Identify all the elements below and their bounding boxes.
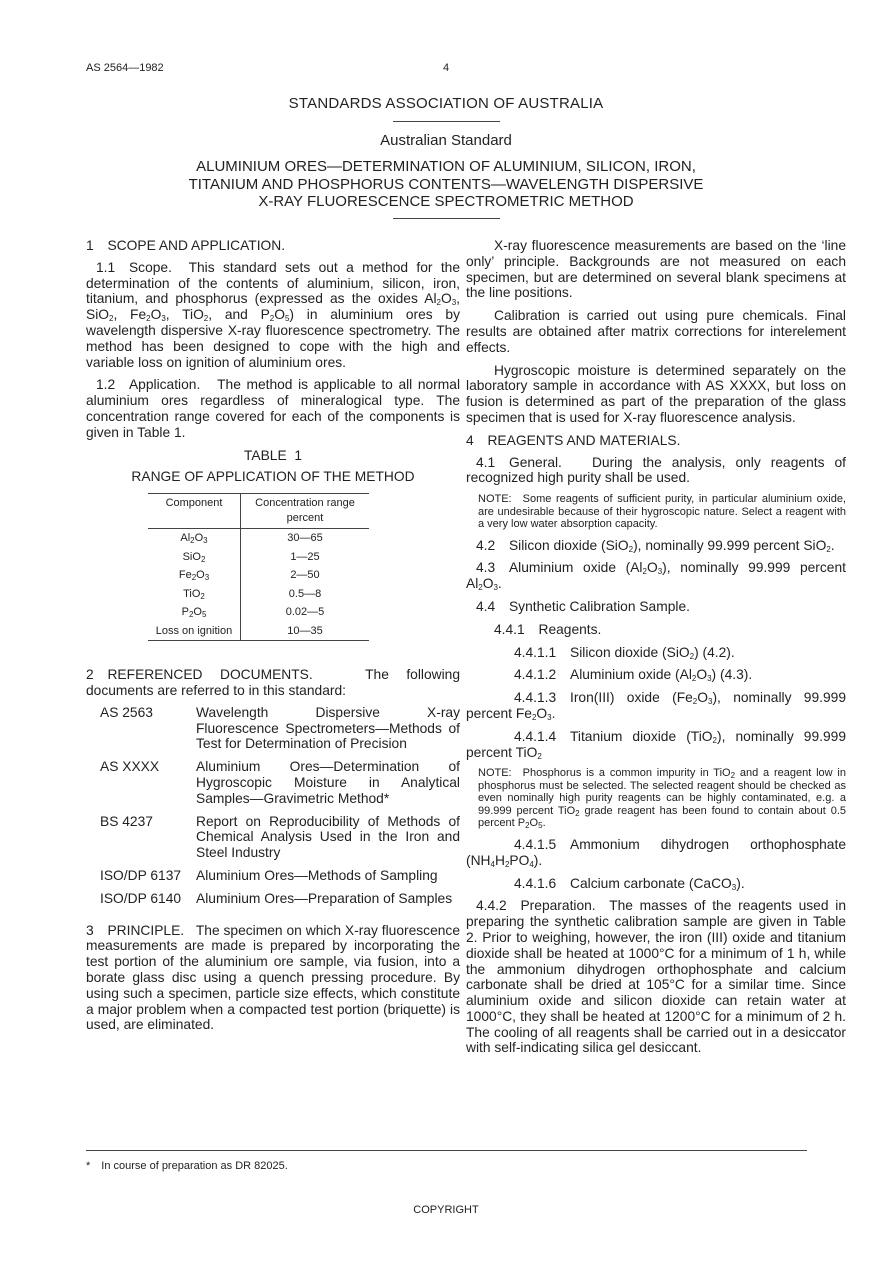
title-line: TITANIUM AND PHOSPHORUS CONTENTS—WAVELENGTH DISPERSIVE: [188, 175, 704, 193]
subscript: 2: [712, 735, 717, 745]
subscript: 2: [191, 573, 197, 583]
text-run: , and P: [208, 307, 270, 323]
formula-part: O: [196, 569, 205, 582]
subscript: 4: [490, 859, 495, 869]
text-run: O: [150, 307, 162, 323]
document-title-text: Aluminium Ores—Determination of Hygroscopic Moisture in Analytical Samples—Gravimetric Method*: [196, 759, 460, 806]
formula-part: SiO: [182, 550, 201, 563]
text-run: ), nominally 99.999 percent SiO: [633, 537, 827, 553]
principle-paragraph: X-ray fluorescence measurements are based on the ‘line only’ principle. Backgrounds are not measured on each specimen, but are determined on several blank specimens at the line positions.: [466, 238, 846, 301]
document-title-text: Report on Reproducibility of Methods of Chemical Analysis Used in the Iron and Steel Industry: [196, 813, 460, 861]
reagent-calcium-carbonate: [466, 876, 846, 892]
text-run: The method is applicable to all normal aluminium ores regardless of mineralogical type. The concentration range covered for each of the components is given in Table 1.: [86, 377, 461, 440]
subscript: 4: [529, 859, 534, 869]
formula-part: TiO: [183, 587, 201, 600]
subscript: 2: [203, 314, 209, 324]
text-run: and a reagent low in phosphorus must be selected. The selected reagent should be checked as even nominally high purity reagents can be highly contaminated, e.g. a 99.999 percent TiO: [478, 767, 846, 817]
range-cell: 0.02—5: [285, 606, 325, 619]
section-4-1-paragraph: [466, 455, 846, 487]
section-4-4-heading: 4.4 Synthetic Calibration Sample.: [476, 599, 690, 615]
table-row: [148, 603, 369, 622]
text-run: This standard sets out a method for the determination of the contents of aluminium, silicon, iron, titanium, and phosphorus (expressed as the oxides Al: [86, 259, 461, 307]
subscript: 3: [707, 674, 712, 684]
range-cell: 1—25: [290, 550, 320, 563]
reagent-silicon-dioxide: [466, 645, 846, 661]
referenced-document: [100, 705, 460, 752]
document-code: AS 2563: [100, 704, 153, 720]
document-title-text: Wavelength Dispersive X-ray Fluorescence Spectrometers—Methods of Test for Determination of Precision: [196, 704, 460, 752]
section-4-2-paragraph: 4.2 Silicon dioxide (SiO$_2$), nominally 99.999 percent SiO$_2$.: [476, 537, 835, 554]
subscript: 3: [657, 567, 663, 577]
calibration-paragraph: Calibration is carried out using pure chemicals. Final results are obtained after matrix corrections for interelement effects.: [466, 308, 846, 355]
section-4-4-2-heading: 4.4.2 Preparation.: [476, 898, 596, 914]
footnote: * In course of preparation as DR 82025.: [86, 1160, 288, 1172]
note-phosphorus-impurity: NOTE: Phosphorus is a common impurity in TiO$_2$ and a reagent low in phosphorus must be selected. The selected reagent should be checked as even nominally high purity reagents can be highly contaminated, e.g. a 99.999 percent TiO$_2$ grade reagent has been found to contain about 0.5 percent $P_2O_5$.: [478, 767, 846, 831]
text-run: grade reagent has been found to contain about 0.5 percent P: [478, 804, 846, 830]
text-run: O: [646, 560, 658, 576]
subscript: 2: [730, 771, 736, 781]
subscript: 3: [493, 583, 498, 593]
text-run: 4.4.1.5 Ammonium dihydrogen orthophosphate (NH: [466, 836, 846, 868]
table-row: [148, 529, 369, 548]
copyright-notice: COPYRIGHT: [413, 1204, 479, 1216]
table-header-row: [148, 494, 369, 529]
document-code: ISO/DP 6137: [100, 867, 182, 883]
subscript: 2: [642, 567, 647, 577]
text-run: 4.2 Silicon dioxide (SiO: [476, 537, 629, 553]
subscript: 3: [547, 713, 552, 723]
subscript: 3: [451, 298, 457, 308]
subscript: 2: [575, 808, 580, 818]
text-run: O: [482, 576, 494, 592]
title-line: ALUMINIUM ORES—DETERMINATION OF ALUMINIUM, SILICON, IRON,: [196, 158, 696, 175]
section-3-paragraph: [86, 923, 460, 1034]
subscript: 3: [707, 697, 713, 707]
text-run: ) (4.2).: [694, 644, 735, 660]
subscript: 2: [146, 314, 151, 324]
document-code: BS 4237: [100, 813, 153, 829]
range-cell: 30—65: [287, 532, 323, 545]
standard-type: Australian Standard: [380, 132, 512, 149]
referenced-documents-list: [86, 705, 460, 907]
section-2-heading: 2 REFERENCED DOCUMENTS.: [86, 667, 313, 683]
subscript: 2: [504, 859, 510, 869]
text-run: ), nominally 99.999 percent Fe: [466, 690, 847, 722]
left-column: [86, 238, 460, 1040]
subscript: 5: [284, 314, 290, 324]
subscript: 2: [628, 544, 634, 554]
text-run: , TiO: [165, 307, 204, 323]
moisture-paragraph: Hygroscopic moisture is determined separately on the laboratory sample in accordance with AS XXXX, but loss on fusion is determined as part of the preparation of the glass specimen that is used for X-ray fluorescence analysis.: [466, 362, 846, 425]
reagent-aluminium-oxide: [466, 667, 846, 683]
title-divider-top: [393, 121, 500, 122]
text-run: 4.4.1.3 Iron(III) oxide (Fe: [514, 690, 693, 706]
text-run: ), nominally 99.999 percent TiO: [466, 728, 847, 760]
subscript: 2: [826, 544, 831, 554]
section-4-4-2-paragraph: [466, 898, 846, 1056]
subscript: 3: [161, 314, 166, 324]
right-column: [466, 238, 846, 1063]
subscript: 2: [200, 554, 206, 564]
table-header-component: Component: [148, 494, 241, 529]
text-run: O: [696, 667, 708, 683]
referenced-document: [100, 891, 460, 907]
text-run: O: [529, 817, 539, 830]
subscript: 2: [689, 651, 695, 661]
section-1-heading: 1 SCOPE AND APPLICATION.: [86, 238, 286, 253]
document-code: AS XXXX: [100, 759, 160, 775]
table-1: [148, 493, 369, 641]
subscript: 3: [731, 882, 737, 892]
component-cell: [148, 566, 241, 585]
text-run: ).: [736, 875, 745, 891]
component-cell: [148, 585, 241, 604]
note-reagent-purity: NOTE: Some reagents of sufficient purity, in particular aluminium oxide, are undesirable because of their hygroscopic nature. Select a reagent with a very low water absorption capacity.: [478, 493, 846, 531]
section-4-1-heading: 4.1 General.: [476, 454, 562, 470]
component-cell: [148, 622, 241, 641]
table-1-label: TABLE 1: [243, 447, 303, 463]
formula-part: P: [181, 606, 189, 619]
text-run: 4.3 Aluminium oxide (Al: [476, 560, 643, 576]
text-run: 4.4.1.6 Calcium carbonate (CaCO: [514, 875, 732, 891]
formula-part: Loss on ignition: [155, 624, 233, 637]
referenced-document: [100, 814, 460, 861]
footnote-divider: [86, 1150, 807, 1151]
component-cell: [148, 603, 241, 622]
referenced-document: [100, 868, 460, 884]
text-run: O: [274, 307, 285, 323]
page-number: 4: [442, 62, 450, 74]
subscript: 2: [478, 583, 483, 593]
text-run: H: [494, 852, 505, 868]
reagent-titanium-dioxide: [466, 729, 846, 761]
component-cell: [148, 529, 241, 548]
section-1-2-paragraph: [86, 377, 460, 440]
table-row: [148, 622, 369, 641]
text-run: O: [440, 291, 452, 307]
subscript: 2: [109, 314, 114, 324]
section-4-3-paragraph: 4.3 Aluminium oxide $(Al_2O_3)$, nominally 99.999 percent $Al_2O_3$.: [466, 560, 846, 593]
organisation-name: STANDARDS ASSOCIATION OF AUSTRALIA: [288, 95, 604, 112]
subscript: 2: [537, 751, 542, 761]
subscript: 2: [525, 821, 530, 831]
section-1-2-heading: 1.2 Application.: [96, 377, 201, 393]
subscript: 2: [531, 713, 537, 723]
section-2-paragraph: [86, 667, 460, 699]
title-line: X-RAY FLUORESCENCE SPECTROMETRIC METHOD: [258, 193, 634, 210]
formula-part: Fe: [178, 569, 192, 582]
text-run: 4.4.1.2 Aluminium oxide (Al: [514, 667, 692, 683]
reagent-ammonium-phosphate: [466, 837, 846, 869]
subscript: 5: [538, 821, 543, 831]
text-run: The specimen on which X-ray fluorescence measurements are made is prepared by incorporating the test portion of the aluminium ore sample, via fusion, into a borate glass disc using a quench pressing procedure. By using such a specimen, particle size effects, which constitute a major problem when a compacted test portion (briquette) is used, are eliminated.: [86, 922, 460, 1033]
text-run: , Fe: [113, 307, 147, 323]
subscript: 2: [691, 674, 697, 684]
table-header-range: Concentration range percent: [241, 494, 370, 529]
section-3-heading: 3 PRINCIPLE.: [86, 922, 185, 938]
title-divider-bottom: [393, 218, 500, 219]
text-run: During the analysis, only reagents of recognized high purity shall be used.: [466, 454, 846, 486]
formula-part: Al: [180, 532, 191, 545]
section-1-1-heading: 1.1 Scope.: [96, 259, 172, 275]
subscript: 2: [188, 610, 194, 620]
text-run: ) (4.3).: [711, 667, 753, 683]
subscript: 2: [190, 536, 195, 546]
text-run: ).: [533, 852, 543, 868]
subscript: 2: [692, 697, 698, 707]
subscript: 3: [204, 573, 210, 583]
subscript: 5: [201, 610, 207, 620]
document-title: [0, 158, 892, 211]
text-run: 4.4.1.1 Silicon dioxide (SiO: [514, 644, 690, 660]
range-cell: 2—50: [290, 569, 320, 582]
section-4-4-1-heading: 4.4.1 Reagents.: [494, 621, 602, 637]
table-row: [148, 566, 369, 585]
text-run: 4.4.1.4 Titanium dioxide (TiO: [514, 728, 713, 744]
table-row: [148, 585, 369, 604]
section-1-1-paragraph: [86, 260, 460, 371]
formula-part: O: [194, 532, 204, 545]
text-run: PO: [509, 852, 530, 868]
text-run: O: [536, 706, 548, 722]
text-run: ), nominally 99.999 percent Al: [466, 560, 846, 592]
document-id: AS 2564—1982: [86, 62, 164, 74]
referenced-document: [100, 759, 460, 806]
subscript: 2: [436, 298, 441, 308]
table-row: [148, 548, 369, 567]
range-cell: 0.5—8: [288, 587, 322, 600]
text-run: The following documents are referred to in this standard:: [86, 667, 461, 698]
component-cell: [148, 548, 241, 567]
subscript: 3: [203, 536, 208, 546]
subscript: 2: [200, 591, 205, 601]
text-run: ) in aluminium ores by wavelength dispersive X-ray fluorescence spectrometry. The method has been designed to cope with the high and variable loss on ignition of aluminium ores.: [86, 307, 460, 370]
text-run: The masses of the reagents used in preparing the synthetic calibration sample are given in Table 2. Prior to weighing, however, the iron (III) oxide and titanium dioxide shall be heated at 1000°C for a minimum of 1 h, while the ammonium dihydrogen orthophosphate and calcium carbonate shall be dried at 105°C for a similar time. Since aluminium oxide and silicon dioxide can retain water at 1000°C, they shall be heated at 1200°C for a minimum of 2 h. The cooling of all reagents shall be carried out in a desiccator with self-indicating silica gel desiccant.: [466, 898, 846, 1056]
text-run: NOTE: Phosphorus is a common impurity in TiO: [478, 767, 731, 780]
subscript: 2: [269, 314, 275, 324]
table-body: [148, 529, 369, 641]
table-1-title: RANGE OF APPLICATION OF THE METHOD: [131, 469, 415, 485]
document-title-text: Aluminium Ores—Preparation of Samples: [196, 890, 453, 906]
document-title-text: Aluminium Ores—Methods of Sampling: [196, 867, 438, 883]
range-cell: 10—35: [241, 622, 370, 641]
text-run: O: [697, 690, 708, 706]
reagent-iron-oxide: 4.4.1.3 Iron(III) oxide $(Fe_2O_3)$, nominally 99.999 percent $Fe_2O_3$.: [466, 690, 847, 723]
section-4-heading: 4 REAGENTS AND MATERIALS.: [466, 432, 681, 448]
document-code: ISO/DP 6140: [100, 890, 182, 906]
formula-part: O: [193, 606, 202, 619]
text-run: , SiO: [86, 291, 460, 323]
